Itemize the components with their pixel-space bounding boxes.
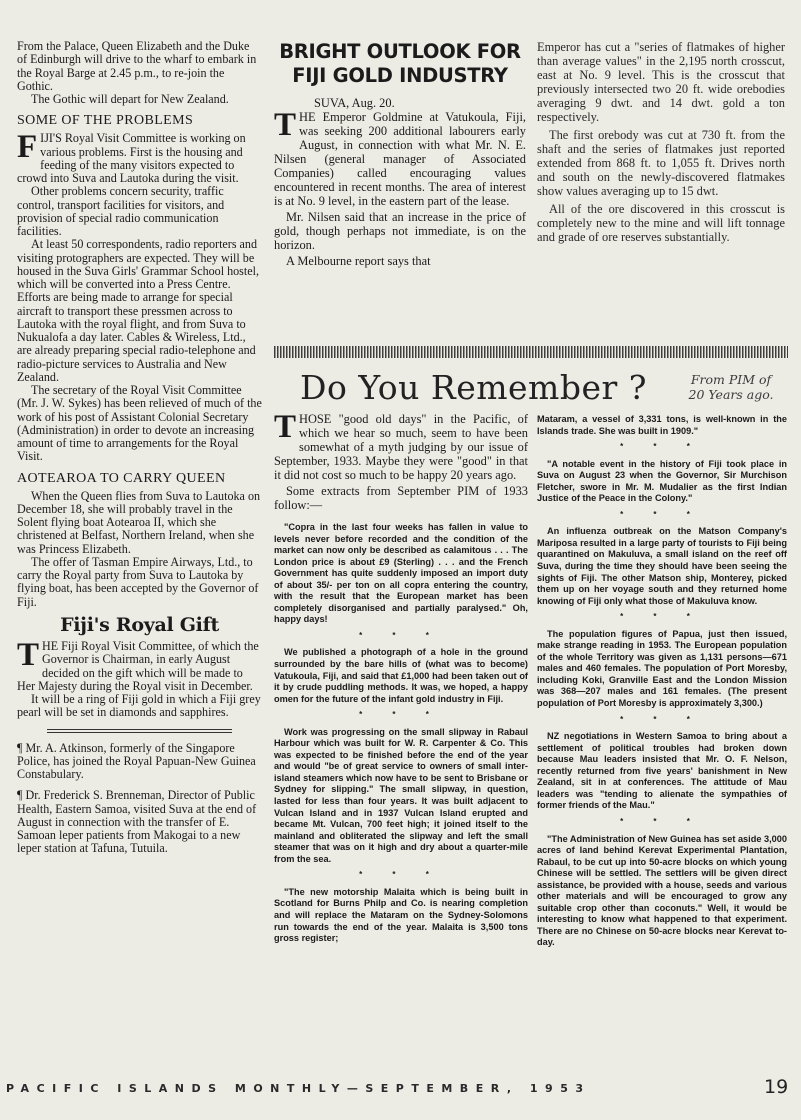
striped-divider-band	[274, 346, 788, 358]
subheading-line-1: From PIM of	[690, 372, 772, 387]
subheading-line-2: 20 Years ago.	[688, 387, 774, 402]
copra-extract: "Copra in the last four weeks has fallen in value to levels never before recorded and the condition of the market can now only be described as calamitous . . . The London price is about £9 (Sterling) . . . and the French Government has quite suddenly imposed an import duty of about 35/- per ton on all copra entering the country, with the result that the European market has been completely disorganised and partially paralysed." Oh, happy days!	[274, 522, 528, 625]
page-number: 19	[764, 1076, 789, 1098]
gold-paragraph-3: A Melbourne report says that	[286, 254, 431, 268]
remember-subheading	[672, 372, 790, 402]
aotearoa-paragraph-1: When the Queen flies from Suva to Lautoka on December 18, she will probably travel in the Solent flying boat Aotearoa II, which she christened at Belfast, Northern Ireland, when she was Princess Elizabeth.	[17, 488, 261, 556]
indian-justice-extract: "A notable event in the history of Fiji took place in Suva on August 23 when the Governor, Sir Murchison Fletcher, swore in Mr. M. Mudalier as the first Indian Justice of the Peace in the Colony."	[537, 458, 787, 504]
problems-text-1: IJI'S Royal Visit Committee is working on various problems. First is the housing and feeding of the many visitors expected to crowd into Suva and Lautoka during the visit.	[17, 131, 246, 185]
gold-text-1: HE Emperor Goldmine at Vatukoula, Fiji, was seeking 200 additional labourers early August, in connection with what Mr. N. E. Nilsen (general manager of Associated Companies) called encouraging values encountered in recent months. The area of interest is at No. 9 level, in the eastern part of the lease.	[274, 110, 526, 208]
drop-cap: T	[274, 107, 297, 143]
gold-headline: BRIGHT OUTLOOK FOR FIJI GOLD INDUSTRY	[279, 40, 521, 87]
star-separator: * * *	[359, 630, 443, 640]
remember-intro-text: HOSE "good old days" in the Pacific, of which we hear so much, seem to have been somewhat of a myth judging by our issue of September, 1933. Maybe they were "good" in that it did not cost so much to be happy 20 years ago.	[274, 412, 528, 482]
star-separator: * * *	[620, 509, 704, 519]
problems-paragraph-4: The secretary of the Royal Visit Committee (Mr. J. W. Sykes) has been relieved of much of the work of his post of Assistant Colonial Secretary (Administration) in order to devote an increasing amount of time to arrangements for the Royal Visit.	[17, 383, 262, 464]
aotearoa-paragraph-2: The offer of Tasman Empire Airways, Ltd., to carry the Royal party from Suva to Lautoka by flying boat, has been accepted by the Governor of Fiji.	[17, 554, 259, 609]
papua-population-extract: The population figures of Papua, just then issued, make strange reading in 1953. The European population of the whole Territory was given as 1,131 persons—671 males and 460 females. The population of Port Moresby, including Koki, Granville East and the London Mission was 368—207 males and 161 females. (The present population of Port Moresby is approximately 3,300.)	[537, 628, 787, 709]
drop-cap: T	[274, 412, 297, 445]
brenneman-note: ¶ Dr. Frederick S. Brenneman, Director of Public Health, Eastern Samoa, visited Suva at the end of August in connection with the transfer of E. Samoan leper patients from Makogai to a new leper station at Tafuna, Tutuila.	[17, 788, 257, 856]
drop-cap: T	[17, 637, 40, 673]
mataram-extract: Mataram, a vessel of 3,331 tons, is well-known in the Islands trade. She was built in 1909."	[537, 414, 787, 436]
emperor-paragraph: Emperor has cut a "series of flatmakes of higher than average values" in the 2,195 north crosscut, east at No. 9 level. This is the crosscut that previously intersected two 20 ft. wide orebodies averaging 9 dwt. and 14 dwt. gold a ton respectively.	[537, 40, 785, 124]
gift-paragraph-1	[17, 637, 262, 693]
star-separator: * * *	[620, 442, 704, 452]
star-separator: * * *	[359, 870, 443, 880]
remember-column-right	[537, 414, 787, 949]
problems-paragraph-2: Other problems concern security, traffic control, transport facilities for visitors, and provision of special radio communication facilities.	[17, 184, 225, 238]
double-rule-divider	[47, 729, 232, 733]
problems-paragraph-3: At least 50 correspondents, radio reporters and visiting protographers are expected. They will be housed in the Suva Girls' Grammar School hostel, which will be converted into a Press Centre. Efforts are being made to arrange for special aircraft to transport these pressmen across to Lautoka with the royal flight, and from Suva to Nukualofa a day later. Cables & Wireless, Ltd., are already preparing special radio-telephone and radio-picture services to Australia and New Zealand.	[17, 237, 260, 384]
gold-paragraph-2: Mr. Nilsen said that an increase in the price of gold, though perhaps not immediate, is on the horizon.	[274, 210, 526, 252]
remember-intro	[274, 412, 528, 482]
orebody-paragraph: The first orebody was cut at 730 ft. from the shaft and the series of flatmakes just reported extended from 868 ft. to 1,055 ft. Drives north and south on the newly-discovered flatmakes show values averaging up to 15 dwt.	[537, 128, 785, 198]
drop-cap: F	[17, 129, 38, 166]
star-separator: * * *	[620, 816, 704, 826]
gold-article-continued	[537, 40, 785, 248]
crosscut-paragraph: All of the ore discovered in this crosscut is completely new to the mine and will lift tonnage and grade of ore reserves substantially.	[537, 202, 785, 244]
remember-column-left	[274, 412, 528, 945]
malaita-extract: "The new motorship Malaita which is being built in Scotland for Burns Philp and Co. is nearing completion and will replace the Mataram on the Sydney-Solomons run towards the end of the year. Malaita is 3,500 tons gross register;	[274, 886, 528, 944]
new-guinea-extract: "The Administration of New Guinea has set aside 3,000 acres of land behind Kerevat Experimental Plantation, Rabaul, to be cut up into 50-acre blocks on which young Chinese will be settled. The settlers will be given direct assistance, be provided with a house, seeds and various other materials and will be encouraged to grow any suitable crop other than coconuts." Well, it would be interesting to know what happened to that experiment. There are no Chinese on 50-acre blocks near Kerevat to-day.	[537, 833, 787, 948]
problems-paragraph-1	[17, 129, 262, 185]
influenza-extract: An influenza outbreak on the Matson Company's Mariposa resulted in a large party of tourists to Fiji being quarantined on Makuluva, a small island on the reef off Suva, during the time they should have been seeing the sights of Fiji. The other Matson ship, Monterey, picked them up on her voyage south and they returned home knowing of Fiji only what those of Makuluva know.	[537, 526, 787, 606]
vatukoula-extract: We published a photograph of a hole in the ground surrounded by the bare hills of (what was to become) Vatukoula, Fiji, and said that £1,000 had been taken out of it by crude puddling methods. It was, we hoped, a happy omen for the future of the infant gold industry in Fiji.	[274, 647, 528, 704]
palace-paragraph: From the Palace, Queen Elizabeth and the Duke of Edinburgh will drive to the wharf to embark in the Royal Barge at 2.45 p.m., to re-join the Gothic.	[17, 40, 257, 93]
gift-text-1: HE Fiji Royal Visit Committee, of which the Governor is Chairman, in early August decided on the gift which will be made to Her Majesty during the Royal visit in December.	[17, 639, 259, 693]
dateline: SUVA, Aug. 20.	[314, 96, 395, 110]
aotearoa-heading: AOTEAROA TO CARRY QUEEN	[17, 470, 226, 486]
star-separator: * * *	[620, 612, 704, 622]
star-separator: * * *	[359, 710, 443, 720]
gift-title: Fiji's Royal Gift	[60, 613, 219, 636]
gold-article	[274, 40, 526, 268]
samoa-extract: NZ negotiations in Western Samoa to bring about a settlement of political troubles had broken down because Mau leaders insisted that Mr. O. F. Nelson, recently returned from five years' banishment in New Zealand, sit in at conferences. The attitude of Mau leaders was "tending to alienate the sympathies of former friends of the Mau."	[537, 731, 787, 811]
gold-paragraph-1	[274, 107, 526, 208]
remember-heading: Do You Remember ?	[300, 368, 647, 407]
atkinson-note: ¶ Mr. A. Atkinson, formerly of the Singapore Police, has joined the Royal Papuan-New Guinea Constabulary.	[17, 740, 256, 781]
star-separator: * * *	[620, 714, 704, 724]
slipway-extract: Work was progressing on the small slipway in Rabaul Harbour which was built for W. R. Carpenter & Co. This was expected to be finished before the end of the year and would "be of great service to owners of small inter-island steamers which now have to be sent to Brisbane or Sydney for slipping." The small slipway, in question, lasted for less than four years. It was built adjacent to Vulcan Island and in 1937 Vulcan Island erupted and became Mt. Vulcan, 700 feet high; it joined itself to the mainland and obliterated the slipway and left the small steamer that was on it high and dry about a quarter-mile from the sea.	[274, 726, 528, 864]
remember-extracts-intro: Some extracts from September PIM of 1933 follow:—	[274, 484, 528, 512]
extracts-block	[274, 522, 528, 945]
problems-heading: SOME OF THE PROBLEMS	[17, 113, 194, 129]
gift-paragraph-2: It will be a ring of Fiji gold in which a Fiji grey pearl will be set in diamonds and sapphires.	[17, 692, 261, 720]
running-footer: PACIFIC ISLANDS MONTHLY—SEPTEMBER, 1953	[6, 1082, 591, 1095]
gothic-paragraph: The Gothic will depart for New Zealand.	[31, 92, 229, 106]
left-column	[17, 40, 262, 864]
